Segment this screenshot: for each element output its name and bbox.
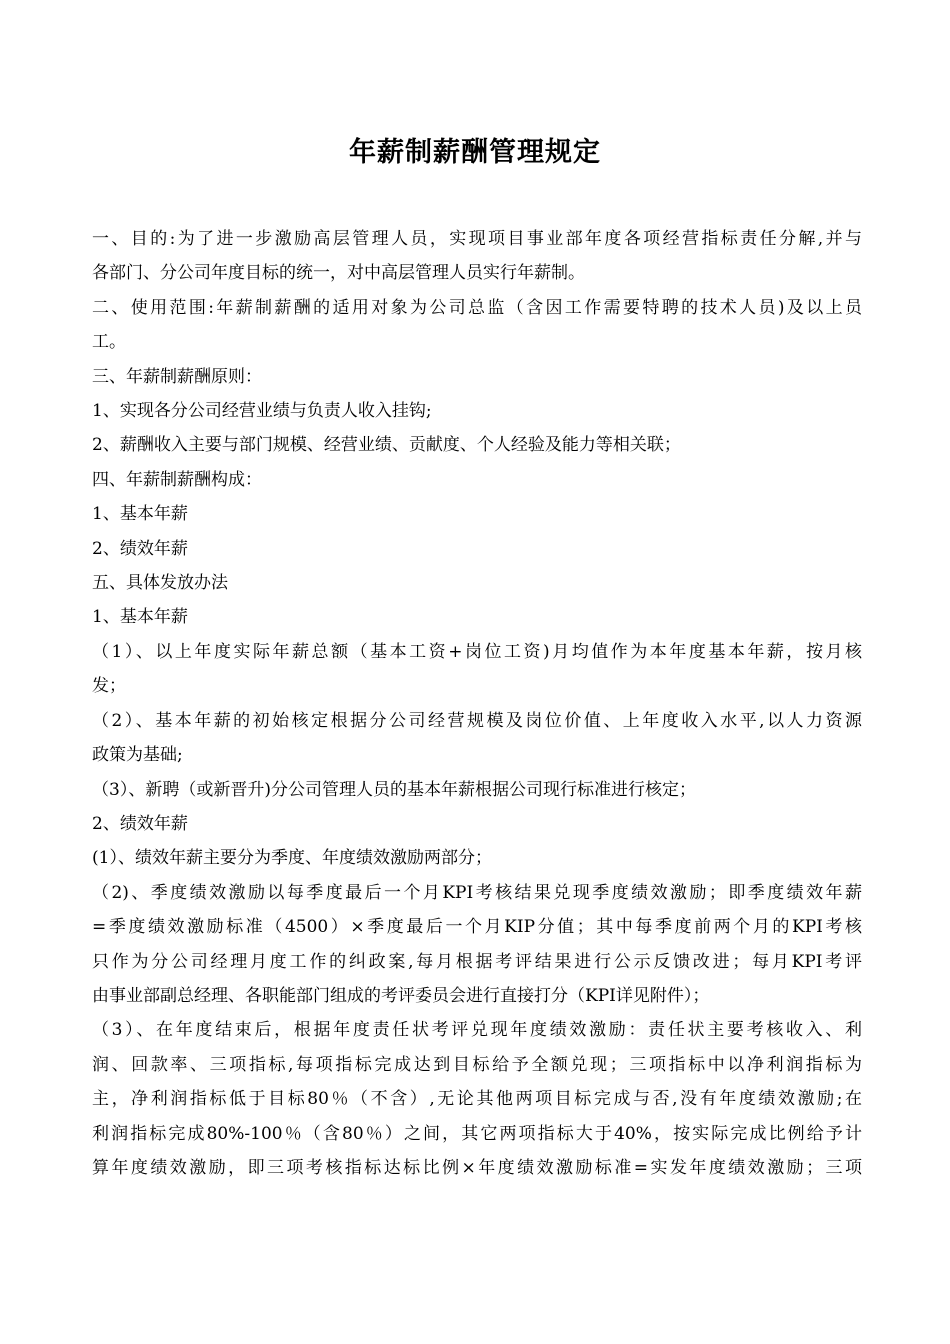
body-line: 润、回款率、三项指标,每项指标完成达到目标给予全额兑现；三项指标中以净利润指标为 <box>92 1054 862 1075</box>
body-line: 只作为分公司经理月度工作的纠政案,每月根据考评结果进行公示反馈改进；每月KPI考评 <box>92 951 862 972</box>
document-body <box>92 222 862 1185</box>
body-line: 发； <box>92 676 126 697</box>
body-line: 利润指标完成80%-100％（含80％）之间，其它两项指标大于40%，按实际完成比例给予计 <box>92 1123 862 1144</box>
body-line: 2、绩效年薪 <box>92 538 188 559</box>
body-line: （1）、以上年度实际年薪总额（基本工资+岗位工资)月均值作为本年度基本年薪，按月核 <box>92 641 862 662</box>
body-line: （3）、新聘（或新晋升)分公司管理人员的基本年薪根据公司现行标准进行核定； <box>92 779 696 800</box>
body-line: 二、使用范围:年薪制薪酬的适用对象为公司总监（含因工作需要特聘的技术人员)及以上员 <box>92 297 862 318</box>
body-line: 主，净利润指标低于目标80％（不含）,无论其他两项目标完成与否,没有年度绩效激励;在 <box>92 1089 862 1110</box>
body-line: 三、年薪制薪酬原则： <box>92 366 262 387</box>
body-line: 1、基本年薪 <box>92 607 188 628</box>
body-line: （3）、在年度结束后，根据年度责任状考评兑现年度绩效激励：责任状主要考核收入、利 <box>92 1020 862 1041</box>
body-line: 2、薪酬收入主要与部门规模、经营业绩、贡献度、个人经验及能力等相关联； <box>92 435 681 456</box>
body-line: 工。 <box>92 332 126 353</box>
body-line: （2)、季度绩效激励以每季度最后一个月KPI考核结果兑现季度绩效激励；即季度绩效年薪 <box>92 882 862 903</box>
body-line: 一、目的:为了进一步激励高层管理人员，实现项目事业部年度各项经营指标责任分解,并与 <box>92 229 862 249</box>
body-line: 2、绩效年薪 <box>92 813 188 834</box>
body-line: 算年度绩效激励，即三项考核指标达标比例×年度绩效激励标准=实发年度绩效激励；三项 <box>92 1157 862 1178</box>
body-line: =季度绩效激励标准（4500）×季度最后一个月KIP分值；其中每季度前两个月的KPI考核 <box>92 917 862 938</box>
body-line: (1）、绩效年薪主要分为季度、年度绩效激励两部分； <box>92 848 492 869</box>
body-line: 1、基本年薪 <box>92 504 188 525</box>
body-line: 1、实现各分公司经营业绩与负责人收入挂钩; <box>92 401 432 422</box>
body-line: 五、具体发放办法 <box>92 573 228 594</box>
body-line: （2）、基本年薪的初始核定根据分公司经营规模及岗位价值、上年度收入水平,以人力资源 <box>92 710 862 731</box>
body-line: 四、年薪制薪酬构成： <box>92 469 262 490</box>
body-line: 由事业部副总经理、各职能部门组成的考评委员会进行直接打分（KPI详见附件）； <box>92 985 710 1006</box>
document-title: 年薪制薪酬管理规定 <box>349 137 601 168</box>
body-line: 各部门、分公司年度目标的统一，对中高层管理人员实行年薪制。 <box>92 263 585 284</box>
body-line: 政策为基础; <box>92 745 183 766</box>
